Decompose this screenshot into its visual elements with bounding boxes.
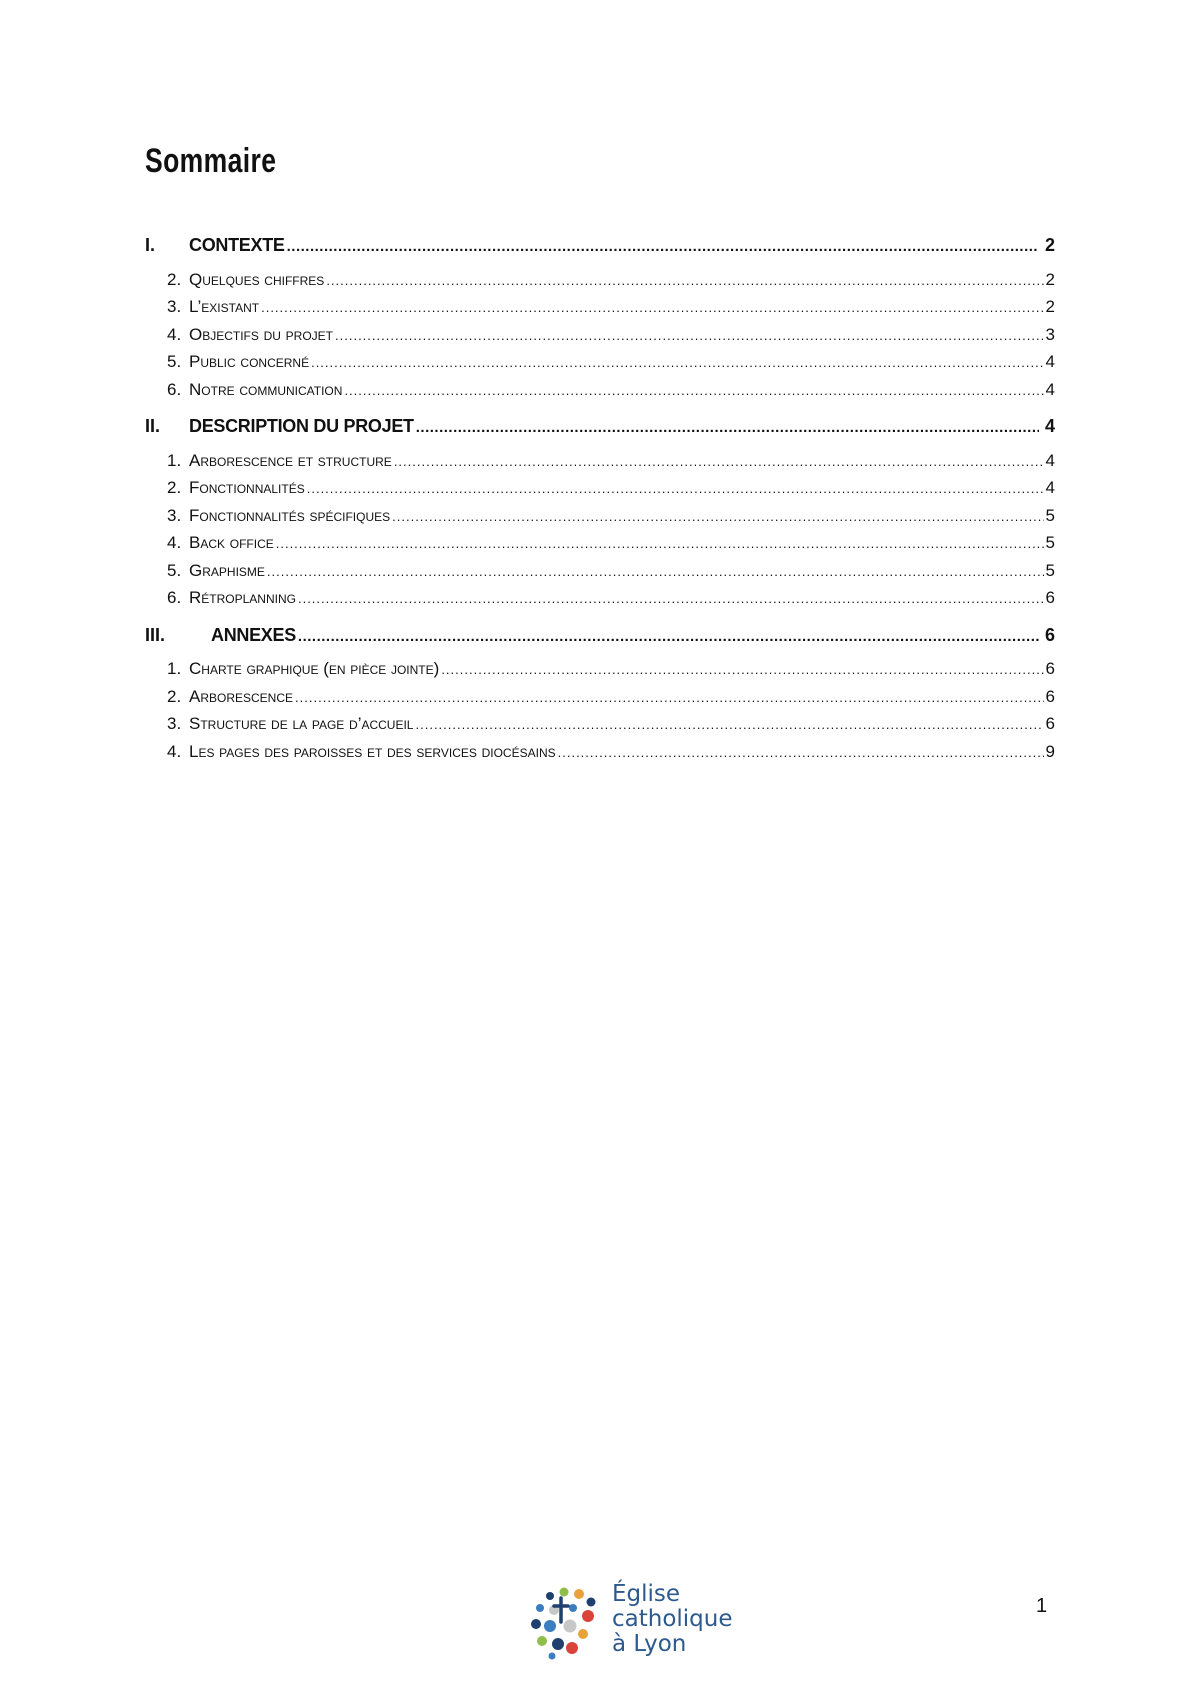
toc-leader: [276, 529, 1044, 558]
toc-item[interactable]: [145, 738, 1055, 766]
toc-leader: [307, 474, 1044, 503]
toc-leader: [335, 321, 1044, 350]
toc-item[interactable]: [145, 447, 1055, 475]
toc-page-number: 6: [1045, 714, 1055, 733]
toc-item-label: Structure de la page d’accueil: [189, 714, 414, 733]
toc-item-label: Back office: [189, 533, 274, 552]
toc-page-number: 4: [1045, 379, 1055, 399]
toc-item[interactable]: [145, 529, 1055, 557]
toc-item[interactable]: [145, 655, 1055, 683]
toc-section-label: DESCRIPTION DU PROJET: [189, 416, 414, 436]
toc-section-number: III.: [145, 624, 166, 645]
toc-leader: [298, 584, 1044, 613]
toc-page-number: 2: [1044, 235, 1055, 255]
toc-item[interactable]: [145, 502, 1055, 530]
toc-item-number: 3.: [167, 714, 182, 733]
toc-item-number: 2.: [167, 686, 182, 706]
toc-section-label: ANNEXES: [211, 624, 296, 645]
toc-leader: [298, 622, 1039, 651]
toc-item-label: Fonctionnalités: [189, 478, 305, 497]
toc-page-number: 5: [1045, 505, 1055, 525]
toc-item[interactable]: [145, 683, 1055, 711]
toc-item-number: 6.: [167, 379, 182, 399]
toc-page-number: 4: [1045, 450, 1055, 470]
toc-item-label: L’existant: [189, 297, 260, 316]
toc-item-label: Rétroplanning: [189, 588, 296, 607]
toc-item-number: 1.: [167, 450, 182, 470]
toc-item-number: 2.: [167, 269, 182, 289]
toc-item-number: 2.: [167, 478, 182, 497]
toc-item-number: 5.: [167, 352, 182, 371]
toc-leader: [267, 557, 1044, 586]
toc-section-description[interactable]: [145, 413, 1055, 441]
toc-page-number: 4: [1045, 478, 1055, 497]
toc-item-number: 4.: [167, 324, 182, 344]
toc-item-label: Les pages des paroisses et des services diocésains: [189, 741, 556, 761]
toc-page-number: 2: [1045, 297, 1055, 316]
toc-page-number: 4: [1045, 352, 1055, 371]
toc-leader: [311, 348, 1043, 377]
toc-section-annexes[interactable]: [145, 622, 1055, 650]
toc-page-number: 6: [1045, 659, 1055, 678]
toc-leader: [558, 738, 1044, 767]
toc-leader: [287, 232, 1039, 261]
page-title: Sommaire: [145, 142, 277, 180]
toc-page-number: 9: [1045, 741, 1055, 761]
toc-item[interactable]: [145, 348, 1055, 376]
toc-page-number: 6: [1044, 624, 1055, 645]
diocese-logo: [528, 1582, 738, 1662]
toc-leader: [326, 266, 1043, 295]
toc-item[interactable]: [145, 376, 1055, 404]
logo-line: à Lyon: [612, 1631, 687, 1657]
toc-item-label: Graphisme: [189, 560, 265, 580]
logo-line: Église: [612, 1581, 681, 1607]
page-number: 1: [1036, 1595, 1048, 1617]
toc-item-label: Public concerné: [189, 352, 310, 371]
toc-leader: [394, 447, 1044, 476]
toc-page-number: 3: [1045, 324, 1055, 344]
toc-item-label: Fonctionnalités spécifiques: [189, 505, 391, 525]
toc-item-number: 3.: [167, 505, 182, 525]
toc-item[interactable]: [145, 321, 1055, 349]
toc-item-number: 1.: [167, 659, 182, 678]
toc-leader: [416, 710, 1044, 739]
toc-section-contexte[interactable]: [145, 232, 1055, 260]
toc-section-number: II.: [145, 416, 161, 436]
toc-item-number: 4.: [167, 533, 182, 552]
toc-section-number: I.: [145, 235, 156, 255]
toc-leader: [261, 293, 1043, 322]
toc-section-label: CONTEXTE: [189, 235, 285, 255]
logo-line: catholique: [612, 1606, 733, 1632]
toc-item[interactable]: [145, 474, 1055, 502]
toc-page-number: 2: [1045, 269, 1055, 289]
toc-item-number: 3.: [167, 297, 182, 316]
logo-mark-icon: [528, 1586, 608, 1660]
toc-item-label: Quelques chiffres: [189, 269, 325, 289]
toc-leader: [441, 655, 1043, 684]
toc-leader: [295, 683, 1044, 712]
toc-leader: [392, 502, 1043, 531]
toc-leader: [344, 376, 1043, 405]
toc-item-label: Objectifs du projet: [189, 324, 334, 344]
toc-item[interactable]: [145, 710, 1055, 738]
toc-page-number: 4: [1044, 416, 1055, 436]
toc-item-number: 6.: [167, 588, 182, 607]
toc-item[interactable]: [145, 557, 1055, 585]
toc-page-number: 5: [1045, 560, 1055, 580]
toc-page-number: 5: [1045, 533, 1055, 552]
toc-page-number: 6: [1045, 686, 1055, 706]
toc-item-label: Charte graphique (en pièce jointe): [189, 659, 440, 678]
toc-item-number: 5.: [167, 560, 182, 580]
logo-text: [612, 1582, 733, 1657]
toc-page-number: 6: [1045, 588, 1055, 607]
toc-item-label: Notre communication: [189, 379, 343, 399]
toc-item-number: 4.: [167, 741, 182, 761]
toc-item-label: Arborescence et structure: [189, 450, 392, 470]
toc-leader: [416, 413, 1039, 442]
toc-item[interactable]: [145, 266, 1055, 294]
toc-item[interactable]: [145, 584, 1055, 612]
table-of-contents: [145, 232, 1055, 765]
toc-item[interactable]: [145, 293, 1055, 321]
toc-item-label: Arborescence: [189, 686, 294, 706]
